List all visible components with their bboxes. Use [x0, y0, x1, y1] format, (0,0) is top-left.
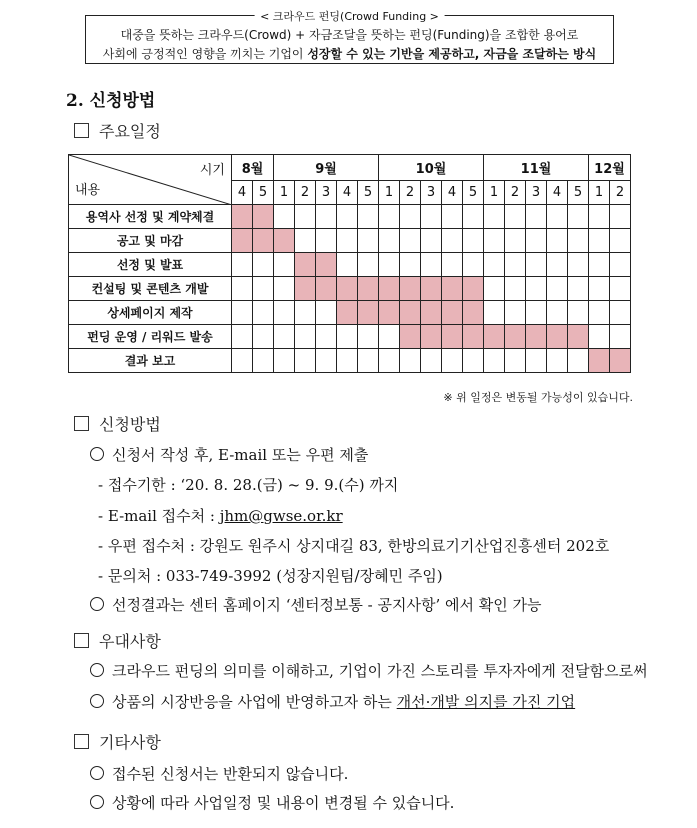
etc-heading-label: 기타사항: [99, 733, 161, 752]
schedule-cell: [337, 229, 358, 253]
week-header: 2: [400, 181, 421, 205]
schedule-cell: [610, 205, 631, 229]
schedule-cell: [358, 253, 379, 277]
schedule-cell: [589, 277, 610, 301]
schedule-cell: [610, 277, 631, 301]
apply-email-label: - E-mail 접수처 :: [98, 507, 220, 525]
schedule-cell: [526, 349, 547, 373]
schedule-cell-active: [568, 325, 589, 349]
circle-bullet-icon: [90, 766, 104, 780]
schedule-table: [68, 154, 631, 373]
week-header: 3: [421, 181, 442, 205]
week-header: 5: [568, 181, 589, 205]
preference-heading: [74, 629, 161, 652]
schedule-cell-active: [253, 229, 274, 253]
week-header: 5: [358, 181, 379, 205]
schedule-cell-active: [253, 205, 274, 229]
schedule-cell: [505, 205, 526, 229]
schedule-cell-active: [337, 277, 358, 301]
definition-box: [85, 10, 614, 64]
week-header: 1: [274, 181, 295, 205]
schedule-cell: [295, 205, 316, 229]
schedule-cell: [589, 229, 610, 253]
schedule-cell: [379, 205, 400, 229]
preference-item-1: [90, 660, 648, 681]
apply-heading-label: 신청방법: [99, 415, 161, 434]
circle-bullet-icon: [90, 694, 104, 708]
schedule-cell: [295, 301, 316, 325]
schedule-cell-active: [337, 301, 358, 325]
schedule-cell-active: [589, 349, 610, 373]
schedule-cell: [442, 229, 463, 253]
schedule-cell: [295, 229, 316, 253]
schedule-cell-active: [400, 301, 421, 325]
schedule-cell-active: [358, 277, 379, 301]
schedule-cell: [295, 349, 316, 373]
schedule-cell: [568, 349, 589, 373]
schedule-cell-active: [421, 325, 442, 349]
schedule-cell-active: [463, 325, 484, 349]
schedule-cell-active: [463, 277, 484, 301]
schedule-cell: [610, 229, 631, 253]
schedule-cell: [505, 253, 526, 277]
schedule-cell: [274, 277, 295, 301]
schedule-cell-active: [526, 325, 547, 349]
schedule-cell: [274, 301, 295, 325]
schedule-cell: [274, 349, 295, 373]
apply-heading: [74, 412, 161, 435]
circle-bullet-icon: [90, 447, 104, 461]
circle-bullet-icon: [90, 795, 104, 809]
schedule-cell-active: [484, 325, 505, 349]
schedule-cell: [400, 253, 421, 277]
schedule-cell: [253, 277, 274, 301]
table-row: [69, 325, 631, 349]
checkbox-square-icon: [74, 416, 89, 431]
week-header: 2: [295, 181, 316, 205]
week-header: 3: [526, 181, 547, 205]
schedule-cell-active: [442, 277, 463, 301]
preference-item-2: [90, 691, 575, 712]
schedule-cell-active: [400, 325, 421, 349]
week-header: 4: [337, 181, 358, 205]
schedule-cell: [463, 205, 484, 229]
schedule-cell: [547, 349, 568, 373]
schedule-cell: [442, 349, 463, 373]
week-header: 5: [463, 181, 484, 205]
month-header: 11월: [484, 155, 589, 181]
schedule-note: ※ 위 일정은 변동될 가능성이 있습니다.: [443, 391, 633, 404]
schedule-cell-active: [421, 277, 442, 301]
schedule-cell: [253, 325, 274, 349]
schedule-cell: [442, 205, 463, 229]
schedule-cell-active: [400, 277, 421, 301]
schedule-cell-active: [442, 301, 463, 325]
schedule-cell-active: [232, 229, 253, 253]
month-header: 12월: [589, 155, 631, 181]
schedule-cell: [379, 325, 400, 349]
apply-item-1-text: 신청서 작성 후, E-mail 또는 우편 제출: [112, 446, 369, 464]
schedule-cell-active: [379, 301, 400, 325]
week-header: 4: [547, 181, 568, 205]
task-name: 용역사 선정 및 계약체결: [69, 205, 232, 229]
schedule-cell: [421, 229, 442, 253]
schedule-cell: [463, 349, 484, 373]
schedule-cell: [232, 325, 253, 349]
schedule-cell: [484, 205, 505, 229]
preference-item-2-emphasis: 개선·개발 의지를 가진 기업: [396, 693, 576, 711]
week-header: 1: [484, 181, 505, 205]
schedule-cell: [379, 253, 400, 277]
month-header: 8월: [232, 155, 274, 181]
schedule-cell: [505, 277, 526, 301]
week-header: 2: [610, 181, 631, 205]
schedule-cell: [568, 229, 589, 253]
month-header: 9월: [274, 155, 379, 181]
schedule-cell: [274, 325, 295, 349]
task-name: 컨설팅 및 콘텐츠 개발: [69, 277, 232, 301]
schedule-cell-active: [316, 277, 337, 301]
schedule-cell: [358, 229, 379, 253]
task-name: 펀딩 운영 / 리워드 발송: [69, 325, 232, 349]
schedule-cell: [568, 253, 589, 277]
schedule-cell: [547, 277, 568, 301]
schedule-cell: [421, 253, 442, 277]
schedule-cell: [442, 253, 463, 277]
preference-heading-label: 우대사항: [99, 632, 161, 651]
week-header: 4: [232, 181, 253, 205]
apply-contact: - 문의처 : 033-749-3992 (성장지원팀/장혜민 주임): [98, 567, 443, 585]
etc-item-2: [90, 792, 454, 813]
table-row: [69, 205, 631, 229]
schedule-cell: [610, 253, 631, 277]
checkbox-square-icon: [74, 123, 89, 138]
week-header: 1: [379, 181, 400, 205]
week-header: 3: [316, 181, 337, 205]
schedule-cell-active: [379, 277, 400, 301]
schedule-cell: [316, 301, 337, 325]
apply-item-1: [90, 444, 368, 465]
etc-item-1: [90, 763, 348, 784]
schedule-cell: [589, 253, 610, 277]
schedule-cell: [547, 229, 568, 253]
schedule-cell: [421, 349, 442, 373]
month-header: 10월: [379, 155, 484, 181]
checkbox-square-icon: [74, 633, 89, 648]
schedule-month-row: [69, 155, 631, 181]
schedule-cell: [547, 301, 568, 325]
week-header: 2: [505, 181, 526, 205]
week-header: 4: [442, 181, 463, 205]
email-link[interactable]: jhm@gwse.or.kr: [219, 507, 343, 525]
schedule-cell: [526, 253, 547, 277]
schedule-cell: [337, 349, 358, 373]
schedule-cell-active: [463, 301, 484, 325]
schedule-cell: [484, 253, 505, 277]
table-row: [69, 349, 631, 373]
schedule-cell: [400, 349, 421, 373]
schedule-cell: [505, 301, 526, 325]
task-name: 상세페이지 제작: [69, 301, 232, 325]
table-row: [69, 229, 631, 253]
definition-line-1: 대중을 뜻하는 크라우드(Crowd) + 자금조달을 뜻하는 펀딩(Funding)을 조합한 용어로: [120, 28, 579, 42]
apply-deadline: - 접수기한 : ‘20. 8. 28.(금) ~ 9. 9.(수) 까지: [98, 476, 399, 494]
schedule-cell: [232, 277, 253, 301]
schedule-corner-cell: [69, 155, 232, 205]
schedule-cell: [358, 349, 379, 373]
schedule-cell: [463, 229, 484, 253]
task-name: 선정 및 발표: [69, 253, 232, 277]
etc-heading: [74, 730, 161, 753]
schedule-cell: [568, 301, 589, 325]
schedule-cell: [232, 349, 253, 373]
circle-bullet-icon: [90, 663, 104, 677]
schedule-cell-active: [316, 253, 337, 277]
preference-item-2-text: 상품의 시장반응을 사업에 반영하고자 하는: [112, 693, 397, 711]
definition-line-2-emphasis: 성장할 수 있는 기반을 제공하고, 자금을 조달하는 방식: [307, 47, 597, 61]
schedule-cell: [253, 349, 274, 373]
schedule-cell-active: [295, 253, 316, 277]
etc-item-1-text: 접수된 신청서는 반환되지 않습니다.: [112, 765, 349, 783]
schedule-cell: [379, 349, 400, 373]
schedule-heading-label: 주요일정: [99, 122, 161, 141]
etc-item-2-text: 상황에 따라 사업일정 및 내용이 변경될 수 있습니다.: [112, 794, 455, 812]
schedule-cell: [232, 301, 253, 325]
apply-item-2: [90, 594, 542, 615]
schedule-cell: [358, 205, 379, 229]
schedule-cell: [547, 253, 568, 277]
schedule-cell-active: [358, 301, 379, 325]
schedule-cell: [316, 229, 337, 253]
section-title: 2. 신청방법: [66, 91, 156, 111]
schedule-cell: [526, 229, 547, 253]
schedule-cell: [589, 205, 610, 229]
schedule-cell: [400, 205, 421, 229]
schedule-cell: [568, 205, 589, 229]
schedule-cell: [274, 205, 295, 229]
schedule-cell: [505, 229, 526, 253]
schedule-cell: [421, 205, 442, 229]
schedule-cell: [358, 325, 379, 349]
schedule-cell: [484, 229, 505, 253]
apply-item-2-text: 선정결과는 센터 홈페이지 ‘센터정보통 - 공지사항’ 에서 확인 가능: [112, 596, 542, 614]
schedule-cell-active: [442, 325, 463, 349]
schedule-cell: [526, 205, 547, 229]
schedule-cell: [526, 277, 547, 301]
schedule-cell: [316, 349, 337, 373]
schedule-cell: [400, 229, 421, 253]
schedule-cell-active: [610, 349, 631, 373]
schedule-cell: [610, 301, 631, 325]
schedule-cell: [589, 301, 610, 325]
schedule-cell: [337, 205, 358, 229]
task-name: 결과 보고: [69, 349, 232, 373]
schedule-cell: [463, 253, 484, 277]
apply-post: - 우편 접수처 : 강원도 원주시 상지대길 83, 한방의료기기산업진흥센터 202호: [98, 537, 610, 555]
week-header: 1: [589, 181, 610, 205]
table-row: [69, 277, 631, 301]
schedule-cell: [505, 349, 526, 373]
schedule-cell: [316, 205, 337, 229]
task-name: 공고 및 마감: [69, 229, 232, 253]
schedule-cell: [337, 325, 358, 349]
corner-time-label: 시기: [199, 163, 225, 178]
table-row: [69, 253, 631, 277]
schedule-cell: [295, 325, 316, 349]
schedule-cell: [232, 253, 253, 277]
circle-bullet-icon: [90, 597, 104, 611]
preference-item-1-text: 크라우드 펀딩의 의미를 이해하고, 기업이 가진 스토리를 투자자에게 전달함으로써: [112, 662, 648, 680]
schedule-cell: [316, 325, 337, 349]
schedule-cell: [484, 301, 505, 325]
week-header: 5: [253, 181, 274, 205]
schedule-cell-active: [295, 277, 316, 301]
schedule-cell: [337, 253, 358, 277]
schedule-heading: [74, 119, 161, 142]
schedule-cell: [610, 325, 631, 349]
schedule-cell-active: [232, 205, 253, 229]
schedule-cell: [547, 205, 568, 229]
definition-line-2: [86, 45, 613, 62]
schedule-cell: [589, 325, 610, 349]
schedule-cell-active: [505, 325, 526, 349]
schedule-cell: [484, 349, 505, 373]
apply-email-row: [98, 505, 343, 526]
corner-item-label: 내용: [75, 183, 101, 198]
schedule-cell: [253, 301, 274, 325]
definition-line-2-text: 사회에 긍정적인 영향을 끼치는 기업이: [102, 47, 308, 61]
schedule-cell: [379, 229, 400, 253]
schedule-cell: [253, 253, 274, 277]
checkbox-square-icon: [74, 734, 89, 749]
schedule-cell-active: [274, 229, 295, 253]
schedule-cell: [568, 277, 589, 301]
schedule-cell: [526, 301, 547, 325]
schedule-cell: [274, 253, 295, 277]
schedule-cell: [484, 277, 505, 301]
schedule-cell-active: [421, 301, 442, 325]
table-row: [69, 301, 631, 325]
definition-title: < 크라우드 펀딩(Crowd Funding >: [254, 8, 445, 24]
schedule-cell-active: [547, 325, 568, 349]
